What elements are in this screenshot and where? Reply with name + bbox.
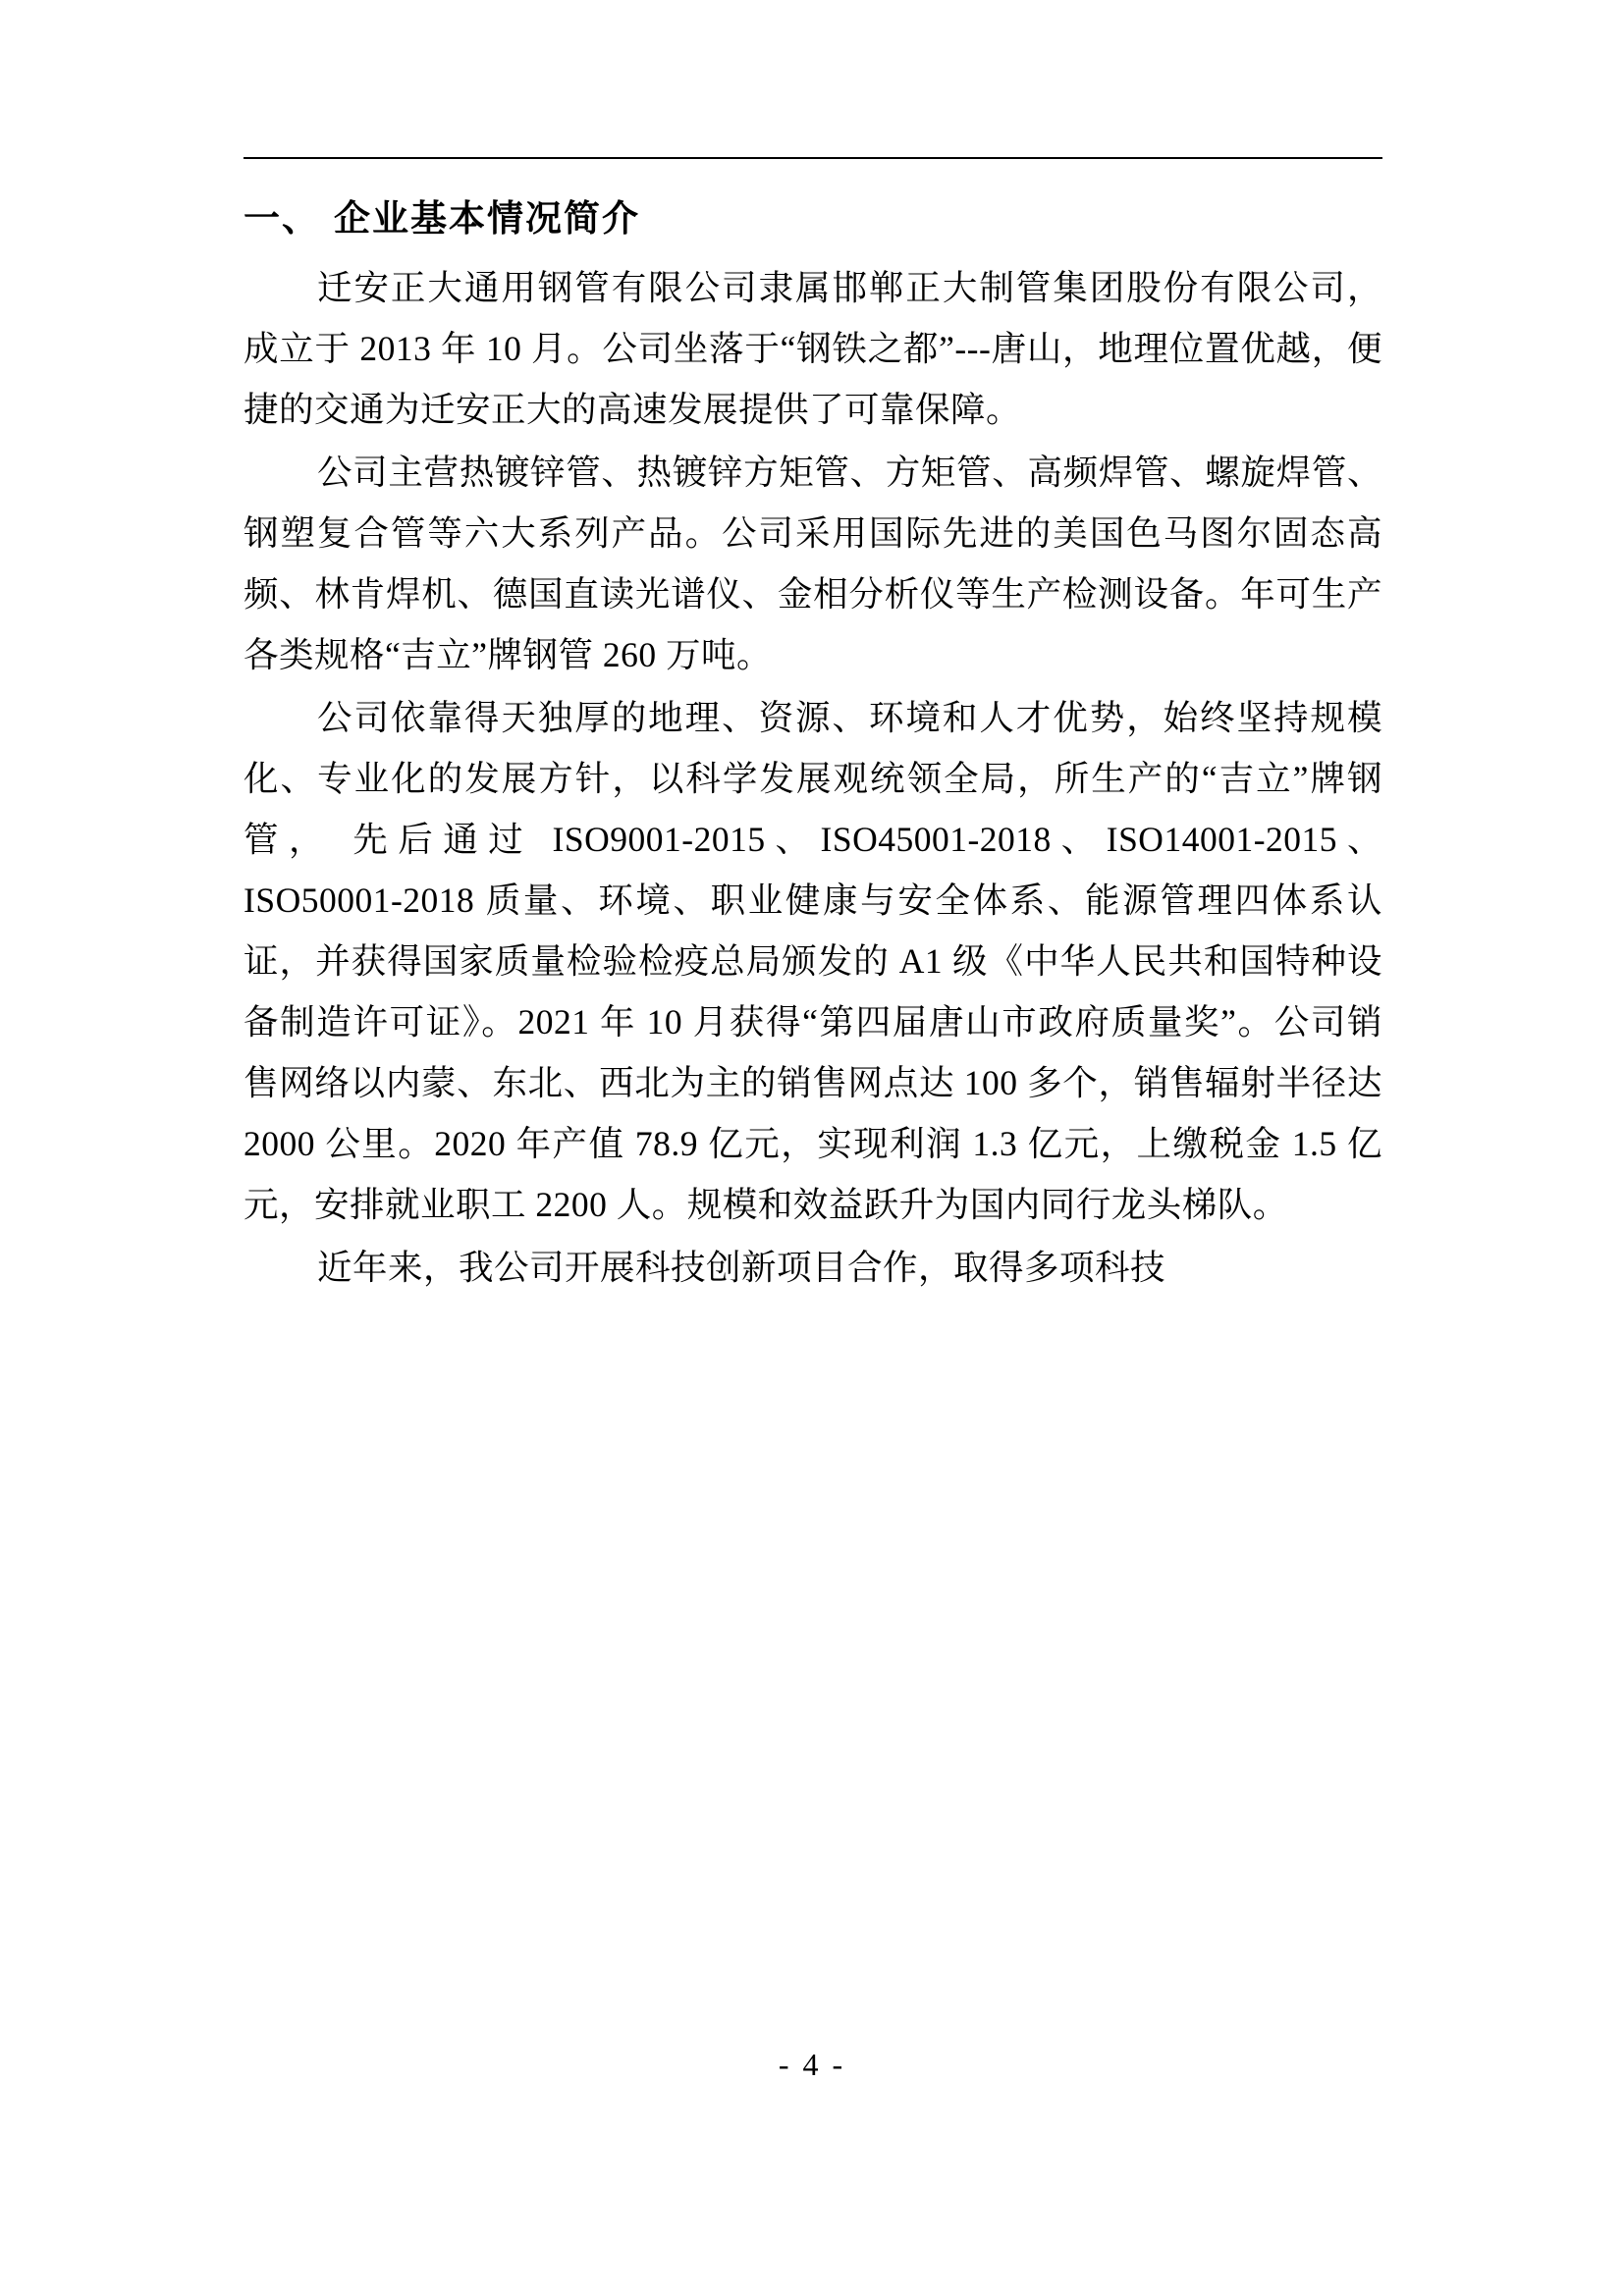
page-number-footer: - 4 - — [778, 2047, 846, 2082]
section-number: 一、 — [244, 196, 320, 240]
header-divider — [244, 157, 1382, 159]
paragraph-innovation: 近年来，我公司开展科技创新项目合作，取得多项科技 — [317, 1248, 1166, 1288]
section-title-text: 企业基本情况简介 — [334, 196, 640, 240]
section-heading — [244, 196, 1382, 240]
paragraph-products: 公司主营热镀锌管、热镀锌方矩管、方矩管、高频焊管、螺旋焊管、钢塑复合管等六大系列产品。公司采用国际先进的美国色马图尔固态高频、林肯焊机、德国直读光谱仪、金相分析仪等生产检测设备。年可生产各类规格“吉立”牌钢管 260 万吨。 — [244, 453, 1382, 675]
paragraph-certifications: 公司依靠得天独厚的地理、资源、环境和人才优势，始终坚持规模化、专业化的发展方针，以科学发展观统领全局，所生产的“吉立”牌钢管， 先后通过 ISO9001-2015、ISO45001-2018、ISO14001-2015、ISO50001-2018 质量、环境、职业健康与安全体系、能源管理四体系认证，并获得国家质量检验检疫总局颁发的 A1 级《中华人民共和国特种设备制造许可证》。2021 年 10 月获得“第四届唐山市政府质量奖”。公司销售网络以内蒙、东北、西北为主的销售网点达 100 多个，销售辐射半径达 2000 公里。2020 年产值 78.9 亿元，实现利润 1.3 亿元，上缴税金 1.5 亿元，安排就业职工 2200 人。规模和效益跃升为国内同行龙头梯队。 — [244, 698, 1382, 1225]
paragraph-company-intro: 迁安正大通用钢管有限公司隶属邯郸正大制管集团股份有限公司， 成立于 2013 年 10 月。公司坐落于“钢铁之都”---唐山，地理位置优越，便捷的交通为迁安正大的高速发展提供了可靠保障。 — [244, 268, 1382, 430]
page-content — [244, 157, 1382, 1300]
